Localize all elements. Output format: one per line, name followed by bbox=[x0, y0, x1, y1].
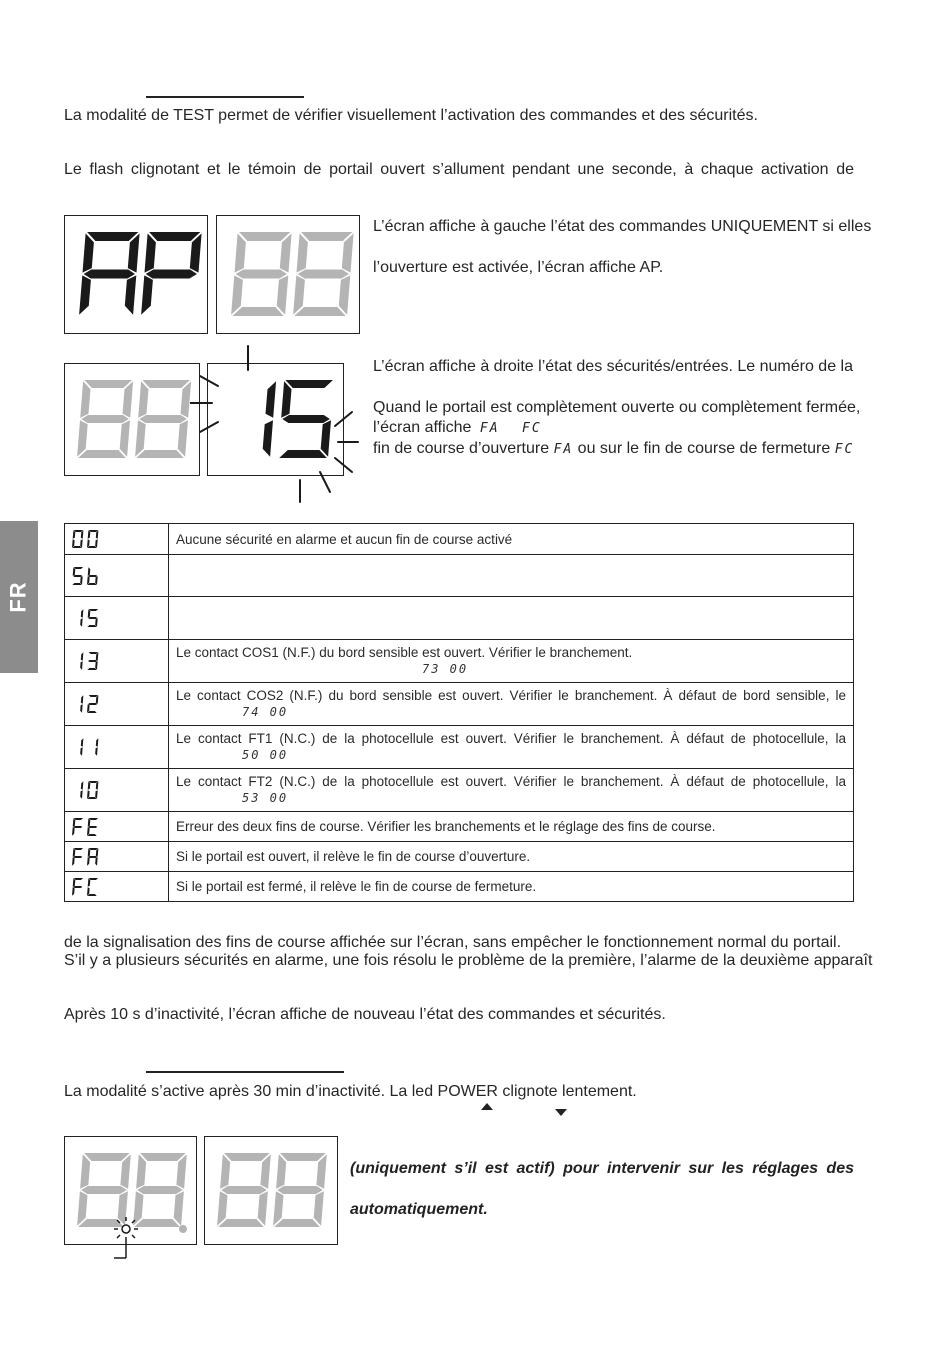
standby-bold-line1: (uniquement s’il est actif) pour intervenir sur les réglages des bbox=[350, 1160, 854, 1177]
description-text: Le contact FT2 (N.C.) de la photocellule est ouvert. Vérifier le branchement. À défaut de photocellule, la bbox=[176, 774, 846, 789]
segment-d bbox=[232, 307, 283, 316]
segment-b bbox=[81, 652, 84, 660]
section-heading-rule-test bbox=[146, 96, 304, 98]
segment-e bbox=[87, 857, 90, 865]
segment-g bbox=[73, 856, 82, 858]
code-cell bbox=[65, 683, 169, 726]
language-tab bbox=[0, 521, 38, 673]
triangle-down-icon bbox=[555, 1109, 567, 1116]
segment-a bbox=[89, 609, 98, 611]
segment-f bbox=[138, 381, 148, 418]
table-row bbox=[65, 683, 854, 726]
segment-d bbox=[87, 834, 96, 836]
segment-f bbox=[220, 1154, 230, 1189]
segment-d bbox=[72, 546, 81, 548]
code-cell bbox=[65, 555, 169, 597]
description-cell bbox=[169, 726, 854, 769]
segment-e bbox=[79, 275, 91, 314]
segment-d bbox=[218, 1219, 264, 1227]
segment-code-10 bbox=[70, 777, 130, 803]
segment-d bbox=[136, 450, 184, 458]
segment-g bbox=[73, 886, 82, 888]
segment-g bbox=[88, 617, 97, 619]
description-text: Le contact FT1 (N.C.) de la photocellule est ouvert. Vérifier le branchement. À défaut de photocellule, la bbox=[176, 731, 846, 746]
segment-b bbox=[81, 695, 84, 703]
segment-a bbox=[74, 530, 83, 532]
segment-g bbox=[298, 270, 349, 279]
table-row bbox=[65, 640, 854, 683]
segment-d bbox=[87, 583, 96, 585]
display-value: 74 00 bbox=[242, 705, 289, 719]
after-table-text-2: S’il y a plusieurs sécurités en alarme, une fois résolu le problème de la première, l’alarme de la deuxième apparaît bbox=[64, 952, 873, 969]
table-row bbox=[65, 597, 854, 640]
segment-d bbox=[87, 711, 96, 713]
standby-bold-line2: automatiquement. bbox=[350, 1201, 488, 1218]
after-table-text-1: de la signalisation des fins de course affichée sur l’écran, sans empêcher le fonctionnement normal du portail. bbox=[64, 934, 842, 951]
segment-f bbox=[88, 530, 91, 538]
language-tab-label: FR bbox=[5, 581, 31, 613]
segment-f bbox=[73, 818, 76, 826]
safety-codes-table bbox=[64, 523, 854, 902]
segment-code-15 bbox=[70, 605, 130, 631]
segment-c bbox=[95, 747, 98, 755]
segment-c bbox=[95, 661, 98, 669]
safety-text-line4 bbox=[373, 440, 854, 459]
segment-f bbox=[73, 878, 76, 886]
segment-c bbox=[95, 790, 98, 798]
display-value: 53 00 bbox=[242, 791, 289, 805]
code-cell bbox=[65, 812, 169, 842]
segment-g bbox=[277, 1186, 323, 1194]
segment-f bbox=[297, 233, 308, 272]
segment-c bbox=[258, 1191, 268, 1226]
segment-g bbox=[88, 826, 97, 828]
segment-code-fc bbox=[70, 874, 130, 900]
segment-c bbox=[314, 1191, 324, 1226]
code-fc: FC bbox=[834, 442, 855, 457]
segment-code-12 bbox=[70, 691, 130, 717]
description-text: Aucune sécurité en alarme et aucun fin de course activé bbox=[176, 531, 513, 547]
segment-c bbox=[95, 857, 98, 865]
segment-a bbox=[84, 1153, 130, 1161]
segment-f bbox=[73, 567, 76, 575]
segment-code-00 bbox=[70, 526, 130, 552]
code-fa: FA bbox=[553, 442, 574, 457]
segment-f bbox=[276, 1154, 286, 1189]
description-cell bbox=[169, 683, 854, 726]
segment-a bbox=[89, 818, 98, 820]
segment-c bbox=[95, 539, 98, 547]
segment-a bbox=[140, 1153, 186, 1161]
segment-code-fe bbox=[70, 814, 130, 840]
test-flash-text: Le flash clignotant et le témoin de portail ouvert s’allument pendant une seconde, à chaque activation de bbox=[64, 161, 854, 178]
code-cell bbox=[65, 726, 169, 769]
segment-g bbox=[236, 270, 287, 279]
segment-f bbox=[80, 1154, 90, 1189]
test-intro-text: La modalité de TEST permet de vérifier visuellement l’activation des commandes et des sécurités. bbox=[64, 107, 758, 124]
code-cell bbox=[65, 524, 169, 555]
display-commands-left bbox=[64, 215, 208, 334]
display-standby-right bbox=[204, 1136, 338, 1245]
safety-text-line3-label: l’écran affiche bbox=[373, 419, 472, 436]
segment-f bbox=[88, 818, 91, 826]
segment-a bbox=[149, 232, 200, 241]
segment-c bbox=[80, 618, 83, 626]
code-cell bbox=[65, 597, 169, 640]
description-cell bbox=[169, 597, 854, 640]
segment-g bbox=[146, 270, 197, 279]
segment-f bbox=[88, 878, 91, 886]
safety-text-line4-a: fin de course d’ouverture bbox=[373, 440, 550, 457]
segment-g bbox=[73, 826, 82, 828]
display-safety-left bbox=[64, 363, 200, 476]
segment-e bbox=[72, 827, 75, 835]
segment-f bbox=[73, 848, 76, 856]
segment-f bbox=[145, 233, 156, 272]
segment-a bbox=[89, 781, 98, 783]
commands-text-line2: l’ouverture est activée, l’écran affiche AP. bbox=[373, 259, 664, 276]
description-text: Le contact COS1 (N.F.) du bord sensible est ouvert. Vérifier le branchement. bbox=[176, 645, 633, 660]
segment-g bbox=[137, 1186, 183, 1194]
segment-c bbox=[80, 576, 83, 584]
segment-f bbox=[88, 781, 91, 789]
section-heading-rule-standby bbox=[146, 1071, 344, 1073]
segment-a bbox=[142, 380, 190, 388]
table-row bbox=[65, 872, 854, 902]
description-cell bbox=[169, 640, 854, 683]
segment-a bbox=[89, 530, 98, 532]
description-cell bbox=[169, 769, 854, 812]
segment-a bbox=[74, 567, 83, 569]
segment-b bbox=[81, 609, 84, 617]
segment-f bbox=[136, 1154, 146, 1189]
segment-digits-off bbox=[65, 364, 199, 475]
segment-d bbox=[87, 668, 96, 670]
after-table-text-3: Après 10 s d’inactivité, l’écran affiche de nouveau l’état des commandes et sécurités. bbox=[64, 1006, 666, 1023]
table-row bbox=[65, 769, 854, 812]
safety-text-line4-b: ou sur le fin de course de fermeture bbox=[577, 440, 831, 457]
segment-f bbox=[80, 381, 90, 418]
segment-g bbox=[88, 575, 97, 577]
table-row bbox=[65, 524, 854, 555]
description-cell bbox=[169, 842, 854, 872]
segment-a bbox=[89, 652, 98, 654]
segment-b bbox=[96, 738, 99, 746]
segment-g bbox=[73, 575, 82, 577]
segment-g bbox=[81, 1186, 127, 1194]
safety-text-line1: L’écran affiche à droite l’état des sécurités/entrées. Le numéro de la bbox=[373, 358, 853, 375]
segment-a bbox=[74, 878, 83, 880]
segment-a bbox=[87, 232, 138, 241]
code-cell bbox=[65, 872, 169, 902]
commands-text-line1: L’écran affiche à gauche l’état des commandes UNIQUEMENT si elles bbox=[373, 218, 872, 235]
safety-text-line2: Quand le portail est complètement ouverte ou complètement fermée, bbox=[373, 399, 861, 416]
segment-g bbox=[81, 415, 129, 423]
segment-digits-off bbox=[205, 1137, 337, 1244]
segment-code-13 bbox=[70, 648, 130, 674]
segment-f bbox=[88, 567, 91, 575]
segment-d bbox=[72, 583, 81, 585]
segment-d bbox=[87, 797, 96, 799]
segment-f bbox=[235, 233, 246, 272]
description-cell bbox=[169, 524, 854, 555]
segment-f bbox=[88, 848, 91, 856]
description-text: Si le portail est fermé, il relève le fin de course de fermeture. bbox=[176, 879, 537, 894]
segment-digits-ap bbox=[65, 216, 207, 333]
code-cell bbox=[65, 769, 169, 812]
blink-rays-icon bbox=[190, 340, 370, 505]
segment-digits-off bbox=[217, 216, 359, 333]
segment-f bbox=[88, 609, 91, 617]
display-value: 73 00 bbox=[422, 662, 469, 676]
segment-c bbox=[178, 420, 188, 457]
segment-code-fa bbox=[70, 844, 130, 870]
segment-a bbox=[239, 232, 290, 241]
segment-g bbox=[84, 270, 135, 279]
segment-g bbox=[221, 1186, 267, 1194]
safety-text-line3 bbox=[373, 419, 542, 438]
segment-a bbox=[89, 848, 98, 850]
description-cell bbox=[169, 555, 854, 597]
code-fa: FA bbox=[479, 421, 500, 436]
segment-a bbox=[224, 1153, 270, 1161]
segment-a bbox=[301, 232, 352, 241]
segment-d bbox=[87, 546, 96, 548]
description-text: Si le portail est ouvert, il relève le fin de course d’ouverture. bbox=[176, 849, 531, 864]
display-commands-right bbox=[216, 215, 360, 334]
segment-a bbox=[280, 1153, 326, 1161]
segment-b bbox=[81, 781, 84, 789]
description-text: Le contact COS2 (N.F.) du bord sensible est ouvert. Vérifier le branchement. À défaut de bord sensible, le bbox=[176, 688, 846, 703]
segment-c bbox=[80, 704, 83, 712]
segment-f bbox=[83, 233, 94, 272]
description-cell bbox=[169, 812, 854, 842]
segment-f bbox=[73, 530, 76, 538]
code-cell bbox=[65, 640, 169, 683]
display-value: 50 00 bbox=[242, 748, 289, 762]
segment-g bbox=[88, 856, 97, 858]
standby-text: La modalité s’active après 30 min d’inactivité. La led POWER clignote lentement. bbox=[64, 1083, 637, 1100]
description-cell bbox=[169, 872, 854, 902]
table-row bbox=[65, 726, 854, 769]
segment-a bbox=[84, 380, 132, 388]
segment-c bbox=[95, 576, 98, 584]
table-row bbox=[65, 812, 854, 842]
segment-a bbox=[89, 878, 98, 880]
code-fc: FC bbox=[522, 421, 542, 436]
segment-g bbox=[88, 703, 97, 705]
segment-g bbox=[139, 415, 187, 423]
segment-c bbox=[125, 275, 137, 314]
description-text: Erreur des deux fins de course. Vérifier les branchements et le réglage des fins de course. bbox=[176, 819, 716, 834]
segment-c bbox=[95, 618, 98, 626]
segment-d bbox=[274, 1219, 320, 1227]
segment-d bbox=[87, 894, 96, 896]
segment-c bbox=[339, 275, 351, 314]
segment-a bbox=[89, 695, 98, 697]
segment-code-11 bbox=[70, 734, 130, 760]
segment-e bbox=[72, 857, 75, 865]
segment-g bbox=[88, 660, 97, 662]
segment-code-5b bbox=[70, 563, 130, 589]
segment-c bbox=[120, 420, 130, 457]
segment-e bbox=[141, 275, 153, 314]
segment-c bbox=[80, 539, 83, 547]
segment-c bbox=[80, 790, 83, 798]
segment-b bbox=[81, 738, 84, 746]
segment-e bbox=[72, 887, 75, 895]
segment-c bbox=[80, 747, 83, 755]
segment-d bbox=[294, 307, 345, 316]
segment-d bbox=[87, 625, 96, 627]
led-blink-icon bbox=[100, 1208, 200, 1264]
table-row bbox=[65, 842, 854, 872]
segment-c bbox=[277, 275, 289, 314]
triangle-up-icon bbox=[481, 1103, 493, 1110]
segment-a bbox=[74, 818, 83, 820]
segment-d bbox=[78, 450, 126, 458]
segment-a bbox=[74, 848, 83, 850]
code-cell bbox=[65, 842, 169, 872]
segment-c bbox=[80, 661, 83, 669]
table-row bbox=[65, 555, 854, 597]
